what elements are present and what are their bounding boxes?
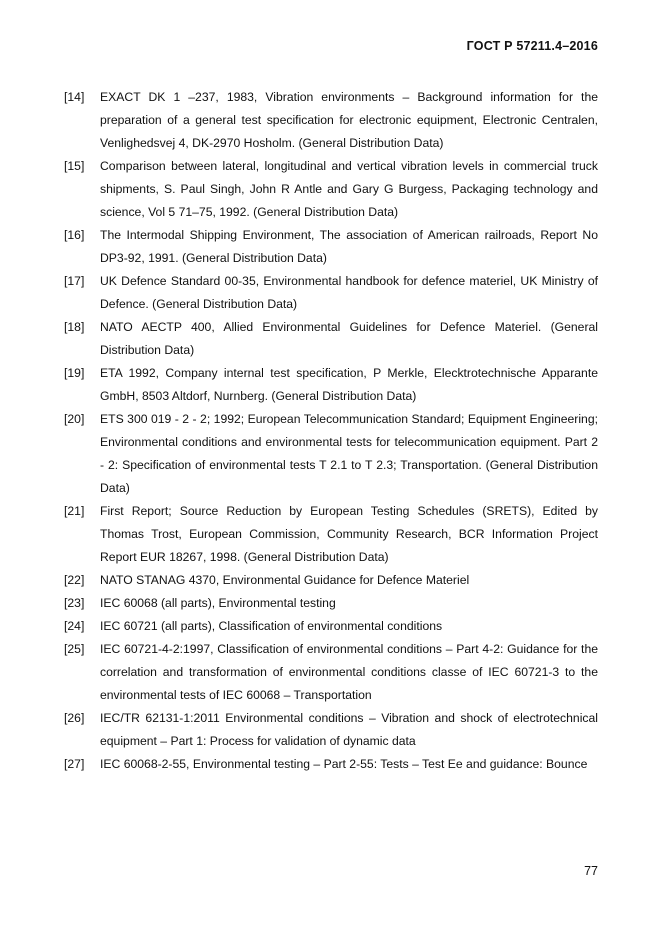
reference-number: [19] [64,366,85,380]
reference-item-18 [64,316,598,362]
reference-item-15 [64,155,598,224]
reference-item-26 [64,707,598,753]
reference-item-25 [64,638,598,707]
reference-number: [17] [64,274,85,288]
reference-item-22 [64,569,598,592]
reference-text: Comparison between lateral, longitudinal and vertical vibration levels in commercial truck shipments, S. Paul Singh, John R Antle and Gary G Burgess, Packaging technology and science, Vol 5 71–75, 1992. (General Distribution Data) [100,159,598,219]
reference-number: [23] [64,596,85,610]
reference-item-20 [64,408,598,500]
reference-text: EXACT DK 1 –237, 1983, Vibration environments – Background information for the preparation of a general test specification for electronic equipment, Electronic Centralen, Venlighedsvej 4, DK-2970 Hosholm. (General Distribution Data) [100,90,598,150]
document-header: ГОСТ Р 57211.4–2016 [466,39,598,53]
reference-text: ETS 300 019 - 2 - 2; 1992; European Telecommunication Standard; Equipment Engineering; Environmental conditions and environmental tests for telecommunication equipment. Part 2 - 2: Specification of environmental tests T 2.1 to T 2.3; Transportation. (General Distribution Data) [100,412,598,495]
reference-text: IEC 60721-4-2:1997, Classification of environmental conditions – Part 4-2: Guidance for the correlation and transformation of environmental conditions classe of IEC 60721-3 to the environmental tests of IEC 60068 – Transportation [100,642,598,702]
reference-number: [26] [64,711,85,725]
reference-number: [25] [64,642,85,656]
reference-text: IEC/TR 62131-1:2011 Environmental conditions – Vibration and shock of electrotechnical equipment – Part 1: Process for validation of dynamic data [100,711,598,748]
reference-number: [15] [64,159,85,173]
reference-text: IEC 60068 (all parts), Environmental testing [100,596,336,610]
reference-number: [27] [64,757,85,771]
page-number: 77 [584,864,598,878]
reference-text: ETA 1992, Company internal test specification, P Merkle, Elecktrotechnische Apparante GmbH, 8503 Altdorf, Nurnberg. (General Distribution Data) [100,366,598,403]
reference-text: First Report; Source Reduction by European Testing Schedules (SRETS), Edited by Thomas Trost, European Commission, Community Research, BCR Information Project Report EUR 18267, 1998. (General Distribution Data) [100,504,598,564]
reference-text: The Intermodal Shipping Environment, The association of American railroads, Report No DP3-92, 1991. (General Distribution Data) [100,228,598,265]
reference-text: IEC 60721 (all parts), Classification of environmental conditions [100,619,443,633]
reference-item-16 [64,224,598,270]
reference-text: UK Defence Standard 00-35, Environmental handbook for defence materiel, UK Ministry of Defence. (General Distribution Data) [100,274,598,311]
reference-text: NATO STANAG 4370, Environmental Guidance for Defence Materiel [100,573,470,587]
reference-number: [18] [64,320,85,334]
reference-number: [21] [64,504,85,518]
reference-item-23 [64,592,598,615]
reference-item-21 [64,500,598,569]
reference-number: [22] [64,573,85,587]
reference-item-17 [64,270,598,316]
reference-list [64,86,598,776]
reference-item-14 [64,86,598,155]
reference-number: [24] [64,619,85,633]
reference-text: NATO AECTP 400, Allied Environmental Guidelines for Defence Materiel. (General Distribution Data) [100,320,598,357]
reference-number: [20] [64,412,85,426]
reference-item-19 [64,362,598,408]
reference-number: [14] [64,90,85,104]
reference-item-24 [64,615,598,638]
reference-number: [16] [64,228,85,242]
reference-item-27 [64,753,598,776]
reference-text: IEC 60068-2-55, Environmental testing – Part 2-55: Tests – Test Ee and guidance: Bounce [100,757,588,771]
